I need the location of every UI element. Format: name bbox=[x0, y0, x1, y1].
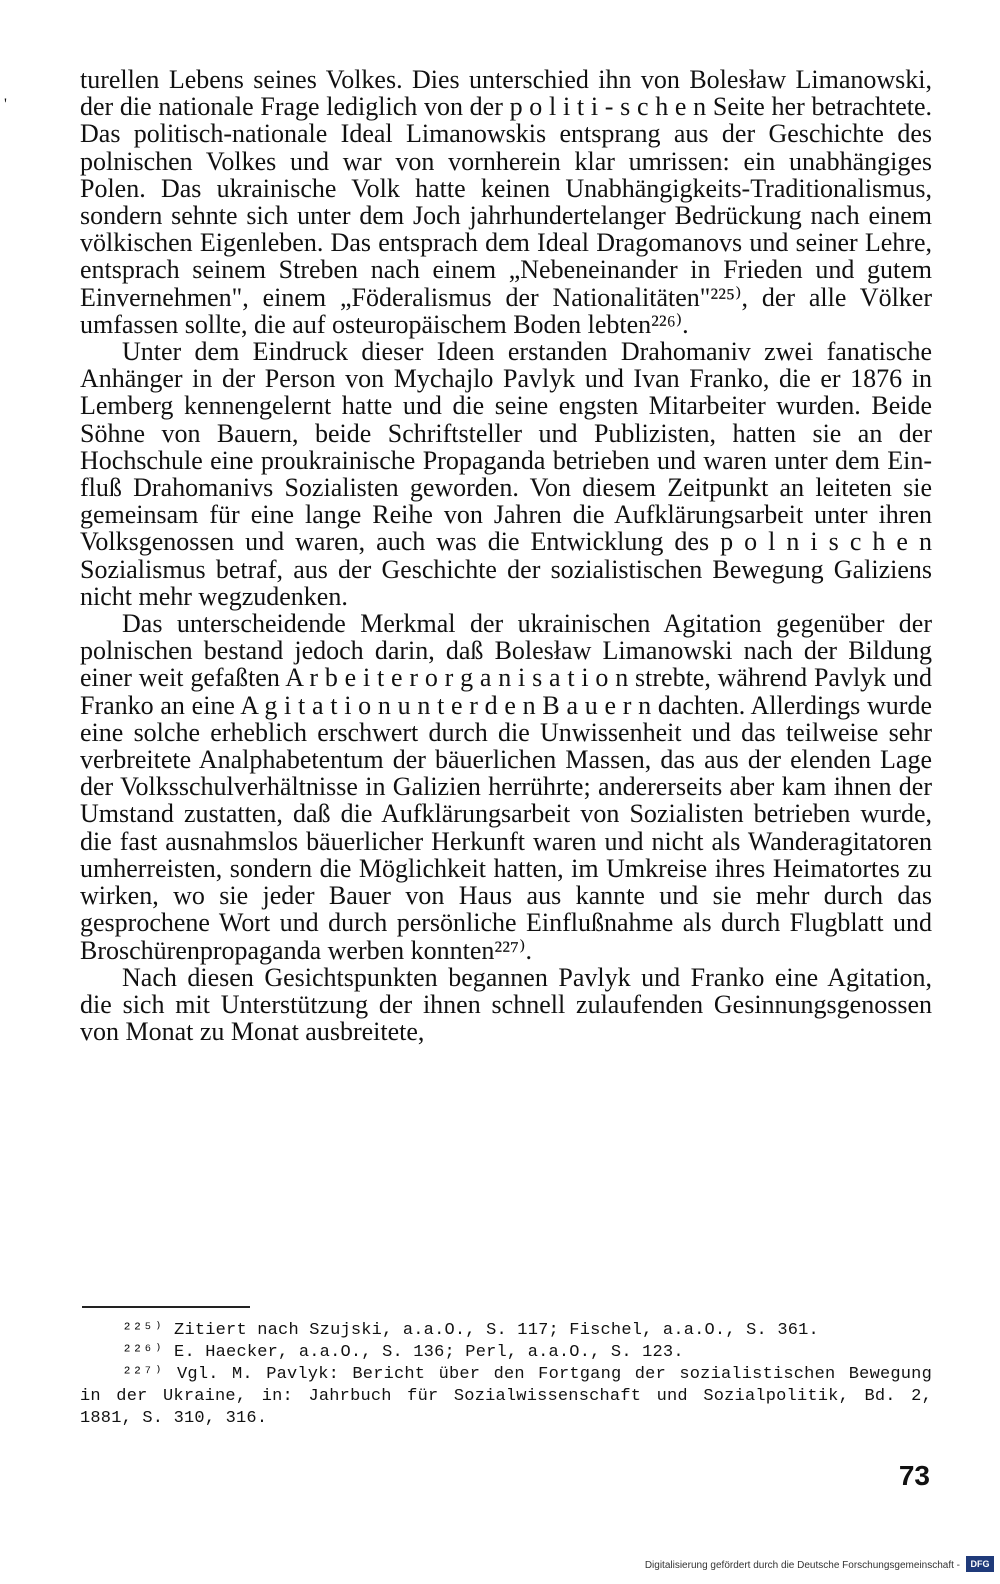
stray-mark: ' bbox=[4, 96, 7, 113]
footnotes bbox=[80, 1320, 932, 1430]
paragraph-2: Unter dem Eindruck dieser Ideen erstanden Drahomaniv zwei fanatische Anhänger in der Person von Mychajlo Pavlyk und Ivan Franko, die er 1876 in Lemberg kennengelernt hatte und die seine engsten Mitarbeiter wurden. Beide Söhne von Bauern, beide Schriftsteller und Publizisten, hatten sie an der Hochschule eine proukrainische Propaganda betrieben und waren unter dem Einfluß Drahomanivs Sozialisten geworden. Von diesem Zeitpunkt an leiteten sie gemeinsam für eine lange Reihe von Jahren die Aufklärungsarbeit unter ihren Volksgenossen und waren, auch was die Entwicklung des p o l n i s c h e n Sozialismus betraf, aus der Geschichte der sozialistischen Bewegung Galiziens nicht mehr wegzudenken. bbox=[80, 337, 932, 611]
footnote-divider bbox=[82, 1306, 250, 1308]
footnote-225: ²²⁵⁾ Zitiert nach Szujski, a.a.O., S. 117; Fischel, a.a.O., S. 361. bbox=[122, 1321, 819, 1340]
dfg-logo-icon: DFG bbox=[966, 1556, 994, 1572]
footnote-226: ²²⁶⁾ E. Haecker, a.a.O., S. 136; Perl, a.a.O., S. 123. bbox=[122, 1343, 684, 1362]
paragraph-1: turellen Lebens seines Volkes. Dies unterschied ihn von Bolesław Limanowski, der die nationale Frage lediglich von der p o l i t i - s c h e n Seite her betrachtete. Das politisch-nationale Ideal Limanowskis entsprang aus der Geschichte des polnischen Volkes und war von vornherein klar umrissen: ein unabhängiges Polen. Das ukrainische Volk hatte keinen Unabhängigkeits-Traditionalismus, sondern sehnte sich unter dem Joch jahrhundertelanger Bedrückung nach einem völkischen Eigenleben. Das entsprach dem Ideal Dragomanovs und seiner Lehre, entsprach seinem Streben nach einem „Nebeneinander in Frieden und gutem Einvernehmen", einem „Föderalismus der Nationalitäten"²²⁵⁾, der alle Völker umfassen sollte, die auf osteuropäischem Boden lebten²²⁶⁾. bbox=[80, 65, 932, 339]
footnote-227: ²²⁷⁾ Vgl. M. Pavlyk: Bericht über den Fortgang der sozialistischen Bewegung in der Ukraine, in: Jahrbuch für Sozialwissenschaft und Sozialpolitik, Bd. 2, 1881, S. 310, 316. bbox=[80, 1365, 932, 1428]
paragraph-3: Das unterscheidende Merkmal der ukrainischen Agitation gegenüber der polnischen bestand jedoch darin, daß Bolesław Limanowski nach der Bildung einer weit gefaßten A r b e i t e r o r g a n i s a t i o n strebte, während Pavlyk und Franko an eine A g i t a t i o n u n t e r d e n B a u e r n dachten. Allerdings wurde eine solche erheblich erschwert durch die Unwissenheit und das teilweise sehr verbreitete Analphabetentum der bäuerlichen Massen, das aus der elenden Lage der Volksschulverhältnisse in Galizien herrührte; andererseits aber kam ihnen der Umstand zustatten, daß die Aufklärungsarbeit von Sozialisten betrieben wurde, die fast ausnahmslos bäuerlicher Herkunft waren und nicht als Wanderagitatoren umherreisten, sondern die Möglichkeit hatten, im Umkreise ihres Heimatortes zu wirken, wo sie jeder Bauer von Haus aus kannte und sie mehr durch das gesprochene Wort und durch persönliche Einflußnahme als durch Flugblatt und Broschürenpropaganda werben konnten²²⁷⁾. bbox=[80, 609, 932, 965]
paragraph-4: Nach diesen Gesichtspunkten begannen Pavlyk und Franko eine Agitation, die sich mit Unterstützung der ihnen schnell zulaufenden Gesinnungsgenossen von Monat zu Monat ausbreitete, bbox=[80, 962, 932, 1047]
digitization-credit: Digitalisierung gefördert durch die Deutsche Forschungsgemeinschaft - bbox=[644, 1560, 960, 1571]
body-text bbox=[80, 66, 932, 1045]
page-number: 73 bbox=[898, 1460, 930, 1491]
